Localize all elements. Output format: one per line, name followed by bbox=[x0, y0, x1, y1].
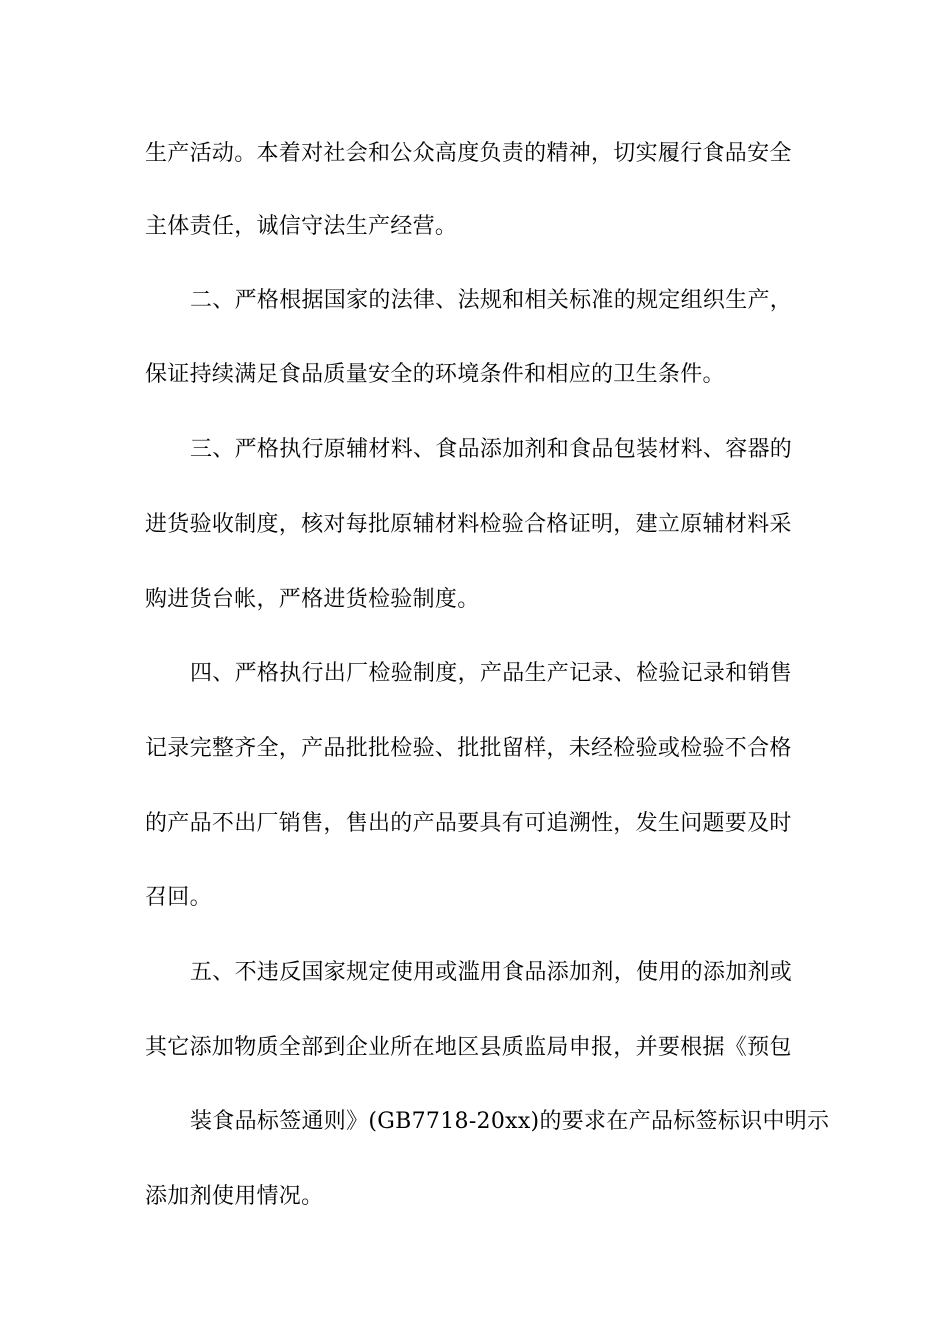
text-line: 进货验收制度，核对每批原辅材料检验合格证明，建立原辅材料采 bbox=[145, 512, 792, 537]
text-line: 五、不违反国家规定使用或滥用食品添加剂，使用的添加剂或 bbox=[190, 960, 793, 985]
text-line: 记录完整齐全，产品批批检验、批批留样，未经检验或检验不合格 bbox=[145, 736, 792, 761]
text-line: 保证持续满足食品质量安全的环境条件和相应的卫生条件。 bbox=[145, 362, 725, 387]
text-line: 添加剂使用情况。 bbox=[145, 1184, 324, 1209]
text-line: 三、严格执行原辅材料、食品添加剂和食品包装材料、容器的 bbox=[190, 437, 793, 462]
text-line: 召回。 bbox=[145, 885, 212, 910]
text-line: 购进货台帐，严格进货检验制度。 bbox=[145, 587, 480, 612]
text-line: 二、严格根据国家的法律、法规和相关标准的规定组织生产， bbox=[190, 288, 793, 313]
text-line: 装食品标签通则》(GB7718-20xx)的要求在产品标签标识中明示 bbox=[190, 1109, 830, 1134]
text-line: 四、严格执行出厂检验制度，产品生产记录、检验记录和销售 bbox=[190, 661, 793, 686]
text-line: 的产品不出厂销售，售出的产品要具有可追溯性，发生问题要及时 bbox=[145, 811, 792, 836]
text-line: 其它添加物质全部到企业所在地区县质监局申报，并要根据《预包 bbox=[145, 1035, 792, 1060]
text-line: 主体责任，诚信守法生产经营。 bbox=[145, 214, 458, 239]
text-line: 生产活动。本着对社会和公众高度负责的精神，切实履行食品安全 bbox=[145, 141, 792, 166]
